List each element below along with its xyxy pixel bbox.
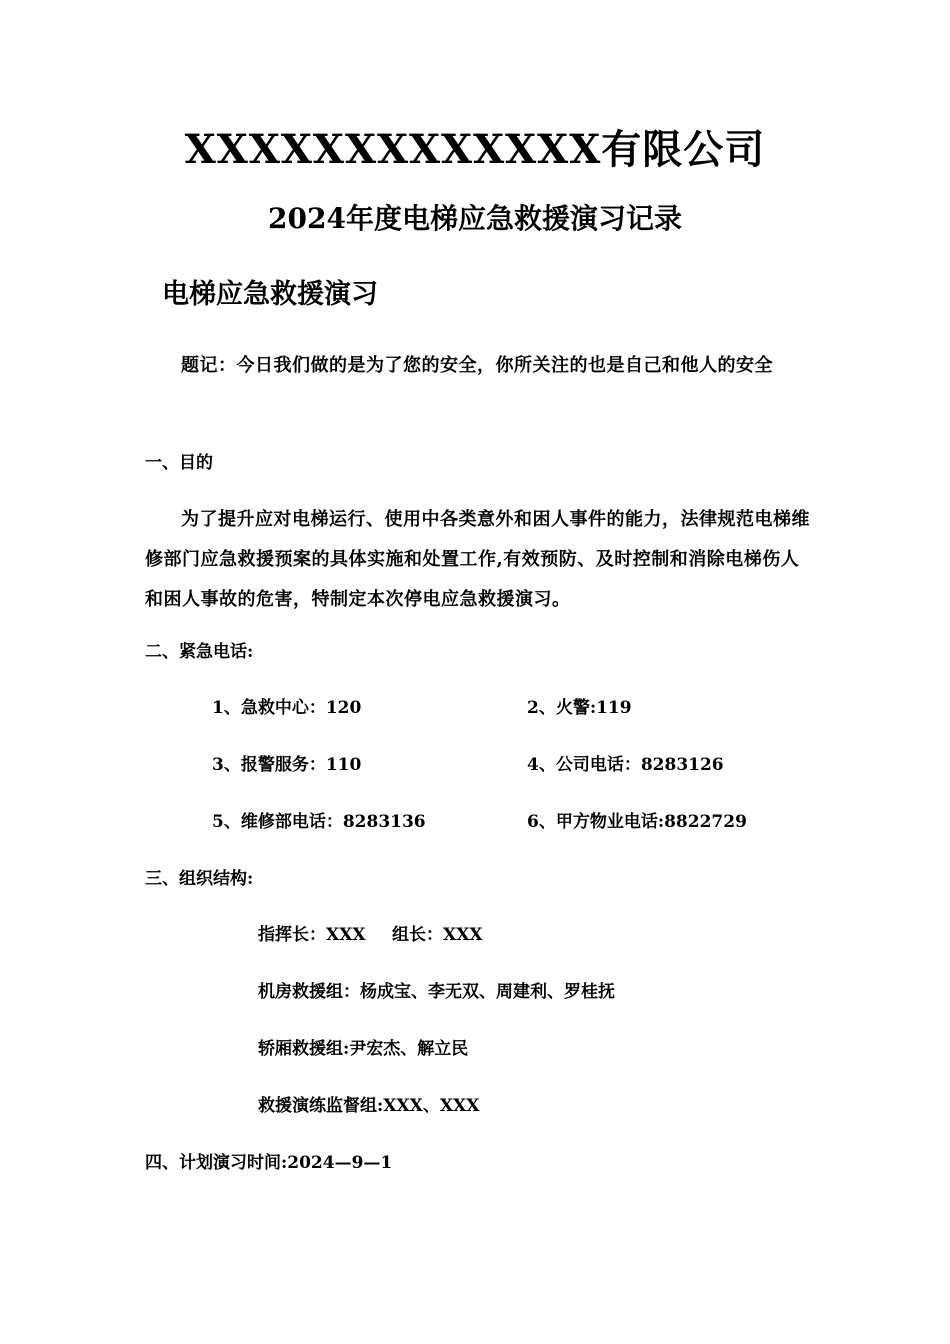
section-1-title: 一、目的: [145, 453, 213, 473]
document-subtitle: 2024年度电梯应急救援演习记录: [268, 202, 682, 235]
phone-emergency-center: 1、急救中心：120: [212, 698, 362, 718]
epigraph: 题记：今日我们做的是为了您的安全，你所关注的也是自己和他人的安全: [181, 355, 773, 376]
phone-fire: 2、火警:119: [527, 698, 632, 718]
org-supervision-group: 救援演练监督组:XXX、XXX: [258, 1096, 480, 1116]
section-1-body: 为了提升应对电梯运行、使用中各类意外和困人事件的能力，法律规范电梯维修部门应急救援预案的具体实施和处置工作,有效预防、及时控制和消除电梯伤人和困人事故的危害，特制定本次停电应急救援演习。: [145, 509, 810, 610]
section-4-title: 四、计划演习时间:2024—9—1: [145, 1153, 393, 1173]
org-car-group: 轿厢救援组:尹宏杰、解立民: [258, 1039, 469, 1059]
section-heading: 电梯应急救援演习: [162, 279, 378, 310]
org-leader: 组长：XXX: [392, 925, 483, 945]
phone-property: 6、甲方物业电话:8822729: [527, 812, 747, 832]
phone-maintenance: 5、维修部电话：8283136: [212, 812, 426, 832]
section-2-title: 二、紧急电话:: [145, 642, 254, 662]
phone-police: 3、报警服务：110: [212, 755, 362, 775]
org-machine-room-group: 机房救援组：杨成宝、李无双、周建利、罗桂抚: [258, 982, 615, 1002]
org-commander: 指挥长：XXX: [258, 925, 366, 945]
phone-company: 4、公司电话：8283126: [527, 755, 724, 775]
section-3-title: 三、组织结构:: [145, 869, 254, 889]
company-title: XXXXXXXXXXXXX有限公司: [184, 126, 766, 173]
